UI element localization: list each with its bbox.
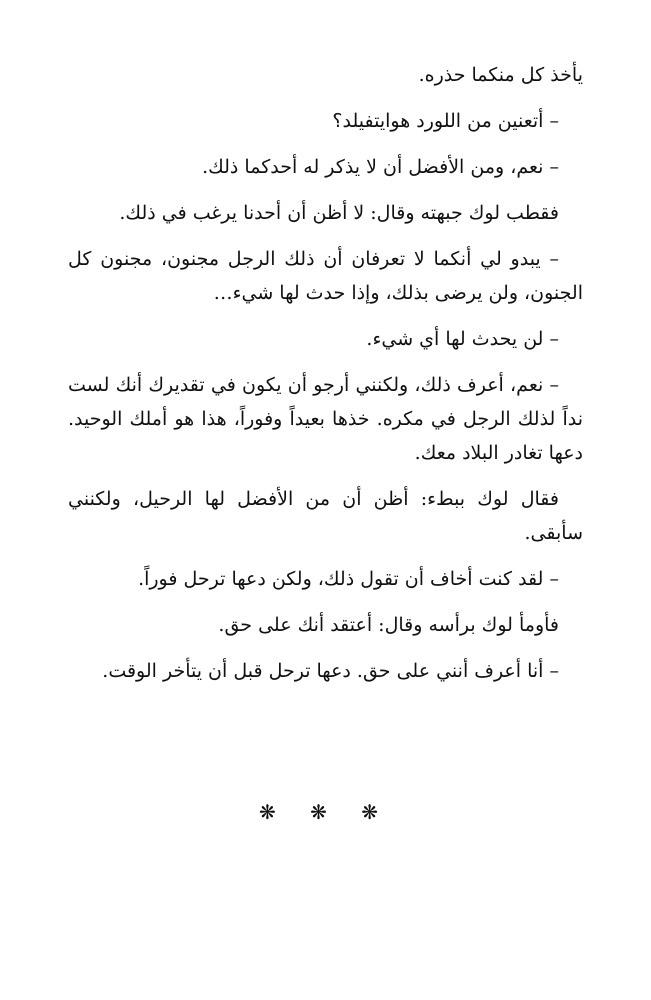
paragraph-6: – لن يحدث لها أي شيء. — [366, 328, 559, 350]
paragraph-1: يأخذ كل منكما حذره. — [418, 64, 583, 86]
paragraph-3: – نعم، ومن الأفضل أن لا يذكر له أحدكما ذلك. — [202, 156, 559, 178]
paragraph-7: – نعم، أعرف ذلك، ولكنني أرجو أن يكون في تقديرك أنك لست نداً لذلك الرجل في مكره. خذها بعيداً وفوراً، هذا هو أملك الوحيد. دعها تغادر البلاد معك. — [68, 374, 583, 464]
paragraph-5: – يبدو لي أنكما لا تعرفان أن ذلك الرجل مجنون، مجنون كل الجنون، ولن يرضى بذلك، وإذا حدث لها شيء… — [68, 248, 583, 304]
page-text — [68, 58, 583, 700]
paragraph-2: – أتعنين من اللورد هوايتفيلد؟ — [332, 110, 559, 132]
paragraph-9: – لقد كنت أخاف أن تقول ذلك، ولكن دعها ترحل فوراً. — [138, 568, 559, 590]
paragraph-10: فأومأ لوك برأسه وقال: أعتقد أنك على حق. — [218, 614, 559, 636]
paragraph-11: – أنا أعرف أنني على حق. دعها ترحل قبل أن يتأخر الوقت. — [102, 660, 559, 682]
section-separator: ❋ ❋ ❋ — [259, 800, 392, 824]
paragraph-8: فقال لوك ببطء: أظن أن من الأفضل لها الرحيل، ولكنني سأبقى. — [68, 488, 583, 544]
paragraph-4: فقطب لوك جبهته وقال: لا أظن أن أحدنا يرغب في ذلك. — [119, 202, 559, 224]
